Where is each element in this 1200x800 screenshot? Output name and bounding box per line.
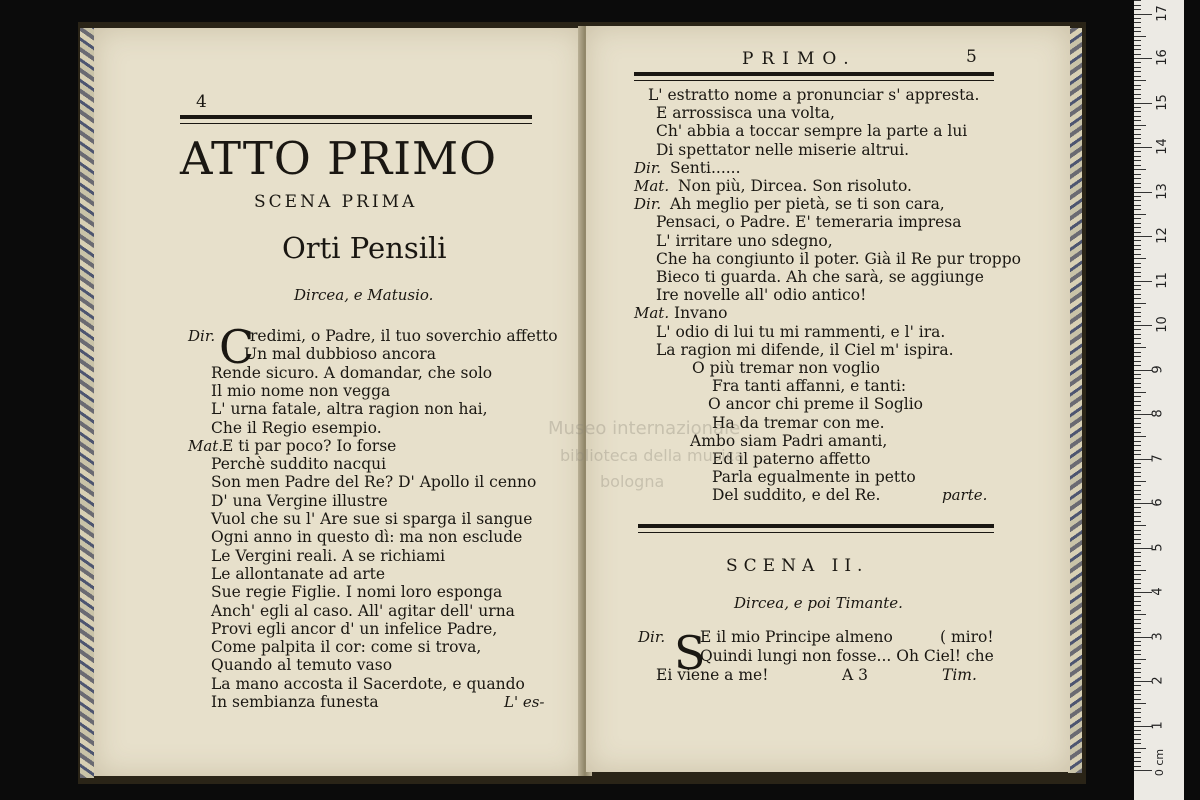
scene2-drop-cap: S [674,626,706,680]
speaker-label: Dir. [188,327,216,345]
ruler-tick [1134,690,1141,691]
ruler-tick [1134,289,1141,290]
speaker-label: Dir. [634,195,662,214]
ruler-tick [1134,276,1141,277]
ruler-tick [1134,441,1141,442]
ruler-tick [1134,623,1141,624]
ruler-tick [1134,766,1141,767]
ruler-tick [1134,298,1141,299]
ruler-tick [1134,71,1141,72]
ruler-tick [1134,445,1141,446]
ruler-tick [1134,36,1146,37]
verse-line: L' urna fatale, altra ragion non hai, [211,400,488,419]
ruler-tick [1134,401,1141,402]
ruler-tick [1134,9,1141,10]
verse-line: Il mio nome non vegga [211,381,391,400]
watermark-line-3: bologna [600,472,665,491]
ruler-tick [1134,347,1146,348]
scene-title: SCENA PRIMA [254,192,418,212]
verse-line: L' odio di lui tu mi rammenti, e l' ira. [656,322,946,341]
verse-line: E arrossisca una volta, [656,104,835,123]
ruler-tick [1134,548,1152,549]
ruler-tick [1134,654,1141,655]
verse-line: Pensaci, o Padre. E' temeraria impresa [656,213,962,232]
ruler-tick [1134,143,1141,144]
ruler-tick [1134,338,1141,339]
ruler-number: 9 [1150,364,1166,374]
aria-line: Parla egualmente in petto [712,468,916,487]
ruler-tick [1134,703,1146,704]
running-head: PRIMO. [742,49,857,69]
ruler-tick [1134,374,1141,375]
aria-line: Del suddito, e del Re. [712,486,881,505]
ruler-tick [1134,405,1141,406]
verse-line: Provi egli ancor d' un infelice Padre, [211,619,498,638]
ruler-tick [1134,125,1146,126]
ruler-tick [1134,205,1141,206]
ruler-tick [1134,663,1141,664]
ruler-tick [1134,552,1141,553]
scene-characters: Dircea, e Matusio. [294,286,434,304]
scene2-title: SCENA II. [726,556,869,576]
ruler-tick [1134,40,1141,41]
ruler-tick [1134,450,1141,451]
ruler-tick [1134,45,1141,46]
ruler-tick [1134,392,1146,393]
right-catchword: Tim. [942,666,977,684]
ruler-tick [1134,761,1141,762]
ruler-number: 8 [1150,409,1166,418]
verse-line: Sue regie Figlie. I nomi loro esponga [211,583,503,602]
verse-line: L' irritare uno sdegno, [656,231,833,250]
scene2-margin-text: ( miro! [940,628,994,646]
ruler-tick [1134,31,1141,32]
verse-line: Ah meglio per pietà, se ti son cara, [670,195,945,214]
ruler-unit-label: 0 cm [1153,748,1167,777]
right-header-rule-thin [634,80,994,81]
ruler-tick [1134,76,1141,77]
ruler-tick [1134,370,1152,371]
speaker-label: Mat. [634,177,670,195]
ruler-tick [1134,628,1141,629]
ruler-tick [1134,18,1141,19]
ruler-tick [1134,734,1141,735]
ruler-number: 7 [1150,453,1166,463]
aria-line: Ambo siam Padri amanti, [690,431,888,450]
ruler-tick [1134,708,1141,709]
ruler-tick [1134,490,1141,491]
verse-line: Perchè suddito nacqui [211,455,387,474]
ruler-tick [1134,129,1141,130]
ruler-number: 6 [1150,498,1166,507]
verse-line: Ire novelle all' odio antico! [656,286,867,305]
watermark-line-2: biblioteca della musica [560,446,745,465]
ruler-tick [1134,427,1141,428]
ruler-tick [1134,378,1141,379]
ruler-tick [1134,432,1141,433]
ruler-tick [1134,717,1141,718]
ruler-tick [1134,681,1152,682]
ruler-tick [1134,281,1152,282]
ruler-tick [1134,120,1141,121]
ruler-tick [1134,770,1152,771]
ruler-tick [1134,0,1141,1]
verse-line: Non più, Dircea. Son risoluto. [678,177,912,195]
ruler-tick [1134,325,1152,326]
verse-line: Vuol che su l' Are sue si sparga il sangue [211,510,533,528]
left-catchword: L' es- [504,693,545,711]
ruler-number: 3 [1150,631,1166,641]
ruler-tick [1134,592,1152,593]
ruler-tick [1134,196,1141,197]
verse-line: Di spettator nelle miserie altrui. [656,140,910,159]
ruler-tick [1134,601,1141,602]
ruler-tick [1134,169,1146,170]
ruler-tick [1134,561,1141,562]
ruler-tick [1134,352,1141,353]
right-page-number: 5 [966,47,977,67]
ruler-tick [1134,476,1141,477]
ruler-tick [1134,463,1141,464]
ruler-tick [1134,659,1146,660]
ruler-tick [1134,356,1141,357]
ruler-tick [1134,539,1141,540]
ruler-tick [1134,254,1141,255]
ruler-tick [1134,543,1141,544]
ruler-tick [1134,570,1146,571]
ruler-number: 11 [1154,271,1170,289]
ruler-tick [1134,5,1141,6]
ruler-tick [1134,218,1141,219]
ruler-tick [1134,227,1141,228]
speaker-label: Mat. [188,436,224,455]
left-page-number: 4 [196,92,207,112]
ruler-tick [1134,481,1146,482]
verse-line: Le Vergini reali. A se richiami [211,546,446,565]
ruler-tick [1134,410,1141,411]
ruler-tick [1134,414,1152,415]
ruler-number: 13 [1154,182,1170,200]
ruler-tick [1134,712,1141,713]
ruler-tick [1134,752,1141,753]
ruler-tick [1134,174,1141,175]
act-title: ATTO PRIMO [180,132,498,185]
ruler-number: 17 [1154,4,1170,22]
aria-line: Fra tanti affanni, e tanti: [712,377,907,396]
ruler-tick [1134,307,1141,308]
ruler-tick [1134,62,1141,63]
ruler-tick [1134,525,1146,526]
ruler-tick [1134,116,1141,117]
right-page [586,26,1070,772]
watermark-line-1: Museo internazionale [548,418,741,439]
ruler-tick [1134,583,1141,584]
ruler-tick [1134,512,1141,513]
ruler-tick [1134,721,1141,722]
ruler-tick [1134,316,1141,317]
ruler-number: 5 [1150,542,1166,552]
ruler-tick [1134,103,1152,104]
ruler-tick [1134,49,1141,50]
ruler-tick [1134,321,1141,322]
ruler-tick [1134,94,1141,95]
ruler-tick [1134,361,1141,362]
ruler-tick [1134,530,1141,531]
ruler-tick [1134,365,1141,366]
ruler-tick [1134,200,1141,201]
ruler-tick [1134,312,1141,313]
ruler-tick [1134,85,1141,86]
ruler-tick [1134,54,1141,55]
verse-line: La ragion mi difende, il Ciel m' ispira. [656,340,954,359]
verse-line: Che il Regio esempio. [211,418,382,437]
ruler-tick [1134,579,1141,580]
ruler-number: 10 [1154,316,1170,333]
left-page [94,28,584,776]
aria-line: Ed il paterno affetto [712,450,871,468]
ruler-number: 12 [1154,227,1170,244]
ruler-tick [1134,494,1141,495]
aria-line: O più tremar non voglio [692,359,880,377]
ruler-tick [1134,610,1141,611]
ruler-tick [1134,632,1141,633]
ruler-tick [1134,534,1141,535]
right-header-rule [634,72,994,76]
ruler-tick [1134,556,1141,557]
ruler-tick [1134,67,1141,68]
ruler-tick [1134,668,1141,669]
ruler-tick [1134,187,1141,188]
ruler-tick [1134,467,1141,468]
verse-line: Bieco ti guarda. Ah che sarà, se aggiunge [656,268,984,286]
verse-line: Un mal dubbioso ancora [244,345,436,364]
ruler-tick [1134,565,1141,566]
ruler-tick [1134,418,1141,419]
verse-line: Quando al temuto vaso [211,656,393,675]
ruler-tick [1134,757,1141,758]
ruler-tick [1134,98,1141,99]
ruler-number: 4 [1150,587,1166,596]
ruler-tick [1134,147,1152,148]
ruler-tick [1134,183,1141,184]
verse-line: Ei viene a me! [656,666,769,684]
ruler-tick [1134,726,1152,727]
ruler-tick [1134,436,1146,437]
ruler-tick [1134,454,1141,455]
ruler-tick [1134,614,1146,615]
left-header-rule [180,115,532,119]
ruler-tick [1134,156,1141,157]
ruler-tick [1134,637,1152,638]
ruler-tick [1134,151,1141,152]
ruler-tick [1134,596,1141,597]
ruler-tick [1134,485,1141,486]
ruler-tick [1134,699,1141,700]
ruler-tick [1134,14,1152,15]
verse-line: D' una Vergine illustre [211,491,388,510]
ruler-tick [1134,272,1141,273]
ruler-tick [1134,223,1141,224]
ruler-tick [1134,334,1141,335]
ruler-tick [1134,263,1141,264]
setting-title: Orti Pensili [282,231,447,265]
aria-line: Ha da tremar con me. [712,413,885,432]
verse-line: Senti...... [670,158,741,177]
ruler-tick [1134,178,1141,179]
verse-line: Come palpita il cor: come si trova, [211,638,482,657]
ruler-tick [1134,396,1141,397]
ruler-tick [1134,294,1141,295]
ruler-tick [1134,138,1141,139]
ruler-tick [1134,160,1141,161]
ruler-tick [1134,285,1141,286]
marbled-edge-left [80,28,94,778]
verse-line: E ti par poco? Io forse [222,436,397,455]
measurement-ruler [1134,0,1184,800]
ruler-tick [1134,107,1141,108]
verse-line: E il mio Principe almeno [700,628,893,646]
verse-line: Che ha congiunto il poter. Già il Re pur troppo [656,249,1021,268]
verse-line: Anch' egli al caso. All' agitar dell' urna [211,601,515,620]
ruler-tick [1134,641,1141,642]
ruler-number: 1 [1150,720,1166,730]
ruler-tick [1134,672,1141,673]
ruler-tick [1134,209,1141,210]
ruler-tick [1134,499,1141,500]
ruler-tick [1134,134,1141,135]
signature-mark: A 3 [842,666,868,684]
ruler-number: 16 [1154,49,1170,66]
verse-line: Quindi lungi non fosse... Oh Ciel! che [700,647,994,665]
ruler-tick [1134,267,1141,268]
speaker-label: Mat. [634,304,670,323]
speaker-label: Dir. [638,628,666,646]
ruler-tick [1134,240,1141,241]
ruler-tick [1134,503,1152,504]
left-header-rule-thin [180,123,532,124]
ruler-tick [1134,236,1152,237]
verse-line: Invano [674,304,728,323]
drop-cap-letter: C [219,320,255,374]
ruler-tick [1134,521,1141,522]
verse-line: Rende sicuro. A domandar, che solo [211,363,493,382]
ruler-tick [1134,27,1141,28]
verse-line: redimi, o Padre, il tuo soverchio affetto [250,327,558,345]
ruler-tick [1134,192,1152,193]
ruler-tick [1134,22,1141,23]
scene-divider-rule-thin [638,532,994,533]
scene2-characters: Dircea, e poi Timante. [734,594,903,612]
ruler-tick [1134,89,1141,90]
verse-line: Son men Padre del Re? D' Apollo il cenno [211,473,537,492]
ruler-tick [1134,423,1141,424]
ruler-tick [1134,80,1146,81]
ruler-tick [1134,677,1141,678]
ruler-tick [1134,605,1141,606]
ruler-tick [1134,685,1141,686]
ruler-tick [1134,329,1141,330]
ruler-tick [1134,516,1141,517]
ruler-tick [1134,383,1141,384]
ruler-tick [1134,694,1141,695]
ruler-tick [1134,748,1146,749]
ruler-tick [1134,619,1141,620]
verse-line: La mano accosta il Sacerdote, e quando [211,674,525,693]
verse-line: L' estratto nome a pronunciar s' appresta. [648,86,980,104]
ruler-tick [1134,588,1141,589]
ruler-tick [1134,645,1141,646]
ruler-tick [1134,214,1146,215]
ruler-tick [1134,730,1141,731]
ruler-tick [1134,303,1146,304]
ruler-tick [1134,507,1141,508]
ruler-tick [1134,743,1141,744]
ruler-tick [1134,472,1141,473]
marbled-edge-right [1068,28,1082,773]
ruler-tick [1134,650,1141,651]
ruler-number: 2 [1150,676,1166,685]
ruler-tick [1134,245,1141,246]
verse-line: Ogni anno in questo dì: ma non esclude [211,528,523,547]
scene-divider-rule [638,524,994,528]
exit-direction: parte. [942,486,988,504]
ruler-tick [1134,343,1141,344]
ruler-tick [1134,232,1141,233]
ruler-tick [1134,258,1146,259]
ruler-tick [1134,249,1141,250]
ruler-tick [1134,574,1141,575]
ruler-tick [1134,739,1141,740]
ruler-tick [1134,165,1141,166]
ruler-tick [1134,58,1152,59]
verse-line: In sembianza funesta [211,693,379,711]
aria-line: O ancor chi preme il Soglio [708,395,924,414]
ruler-number: 14 [1154,138,1170,155]
verse-line: Le allontanate ad arte [211,564,386,583]
ruler-tick [1134,111,1141,112]
verse-line: Ch' abbia a toccar sempre la parte a lui [656,122,968,141]
ruler-tick [1134,387,1141,388]
speaker-label: Dir. [634,158,662,177]
ruler-number: 15 [1154,93,1170,111]
ruler-tick [1134,459,1152,460]
